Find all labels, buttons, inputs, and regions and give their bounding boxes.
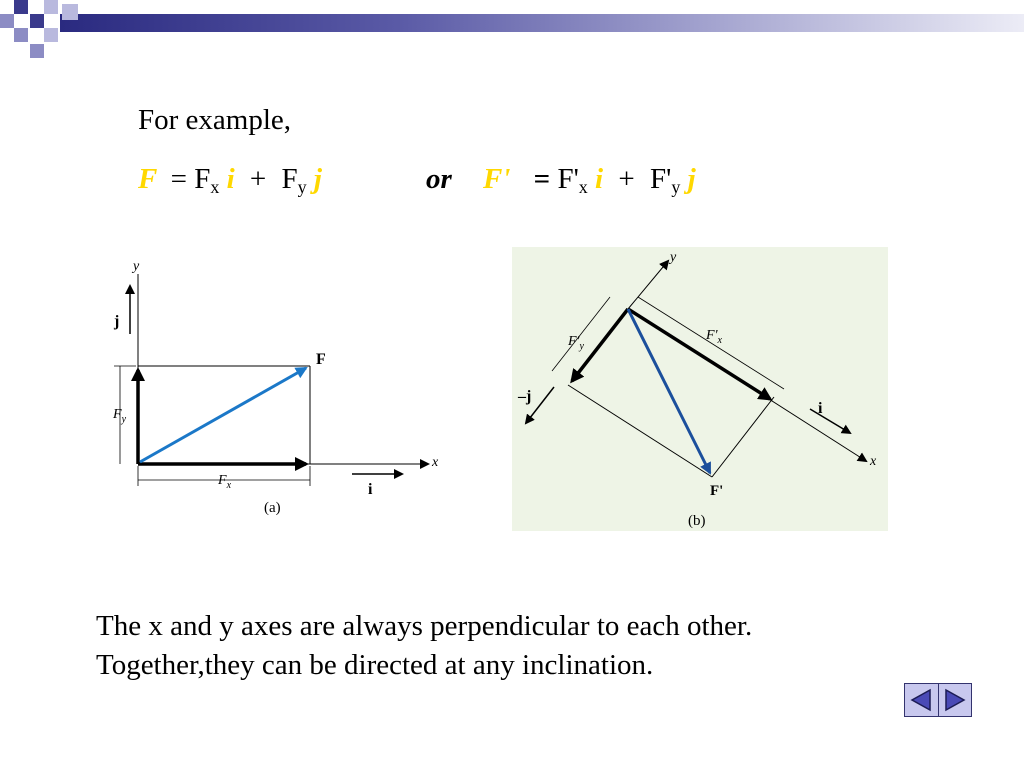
deco-square	[44, 28, 58, 42]
previous-icon	[908, 687, 934, 713]
figure-b-caption: (b)	[688, 513, 706, 529]
fy-prime-term: F'	[649, 163, 672, 195]
figure-a-caption: (a)	[264, 500, 281, 516]
equals-sign: =	[533, 163, 551, 195]
fy-prime-subscript: y	[671, 177, 681, 197]
deco-square	[0, 14, 14, 28]
equals-sign: =	[170, 163, 187, 195]
unit-neg-j-label: –j	[518, 388, 532, 405]
plus-sign: +	[249, 163, 267, 195]
fy-subscript: y	[297, 177, 307, 197]
unit-j-label: j	[114, 313, 120, 330]
unit-i-symbol: i	[226, 163, 235, 195]
vector-f-arrow	[140, 368, 306, 462]
fx-prime-term: F'	[557, 163, 579, 195]
figure-b-background	[512, 247, 888, 531]
deco-square	[14, 0, 28, 14]
deco-square	[30, 14, 44, 28]
unit-i-symbol: i	[595, 163, 604, 195]
fx-subscript: x	[210, 177, 220, 197]
next-button[interactable]	[939, 684, 972, 716]
figure-b	[512, 247, 888, 531]
deco-square	[30, 44, 44, 58]
vector-f-symbol: F	[138, 163, 158, 195]
slide-navigation	[904, 683, 972, 717]
header-decoration	[0, 0, 1024, 64]
figure-a	[100, 252, 450, 522]
intro-text: For example,	[138, 104, 292, 136]
axis-x-label: x	[432, 455, 439, 470]
deco-square	[14, 28, 28, 42]
deco-square	[44, 0, 58, 14]
unit-i-label: i	[368, 481, 373, 498]
caption-text: The x and y axes are always perpendicular to each other. Together,they can be directed at any inclination.	[96, 610, 753, 681]
fy-label: $F_y$	[113, 407, 127, 425]
header-gradient-bar	[60, 14, 1024, 32]
axis-y-label: y	[670, 250, 677, 265]
plus-sign: +	[618, 163, 635, 195]
axis-x-label: x	[870, 454, 877, 469]
next-icon	[942, 687, 968, 713]
fx-label: $F'_x$	[706, 328, 722, 346]
vector-f-prime-label: F'	[710, 483, 724, 499]
previous-button[interactable]	[905, 684, 939, 716]
unit-j-symbol: j	[313, 163, 322, 195]
or-word: or	[426, 163, 452, 195]
fy-label: $F'_y$	[568, 334, 584, 352]
equation-f-prime	[483, 163, 696, 198]
unit-j-symbol: j	[687, 163, 696, 195]
equation-f	[138, 163, 322, 198]
fx-label: $F_x$	[218, 473, 232, 491]
fx-prime-subscript: x	[578, 177, 588, 197]
fy-term: F	[281, 163, 298, 195]
axis-y-label: y	[133, 259, 140, 274]
deco-square	[62, 4, 78, 20]
fx-term: F	[194, 163, 211, 195]
vector-f-prime-symbol: F'	[483, 163, 511, 195]
unit-i-label: i	[818, 400, 823, 417]
vector-f-label: F	[316, 351, 326, 368]
